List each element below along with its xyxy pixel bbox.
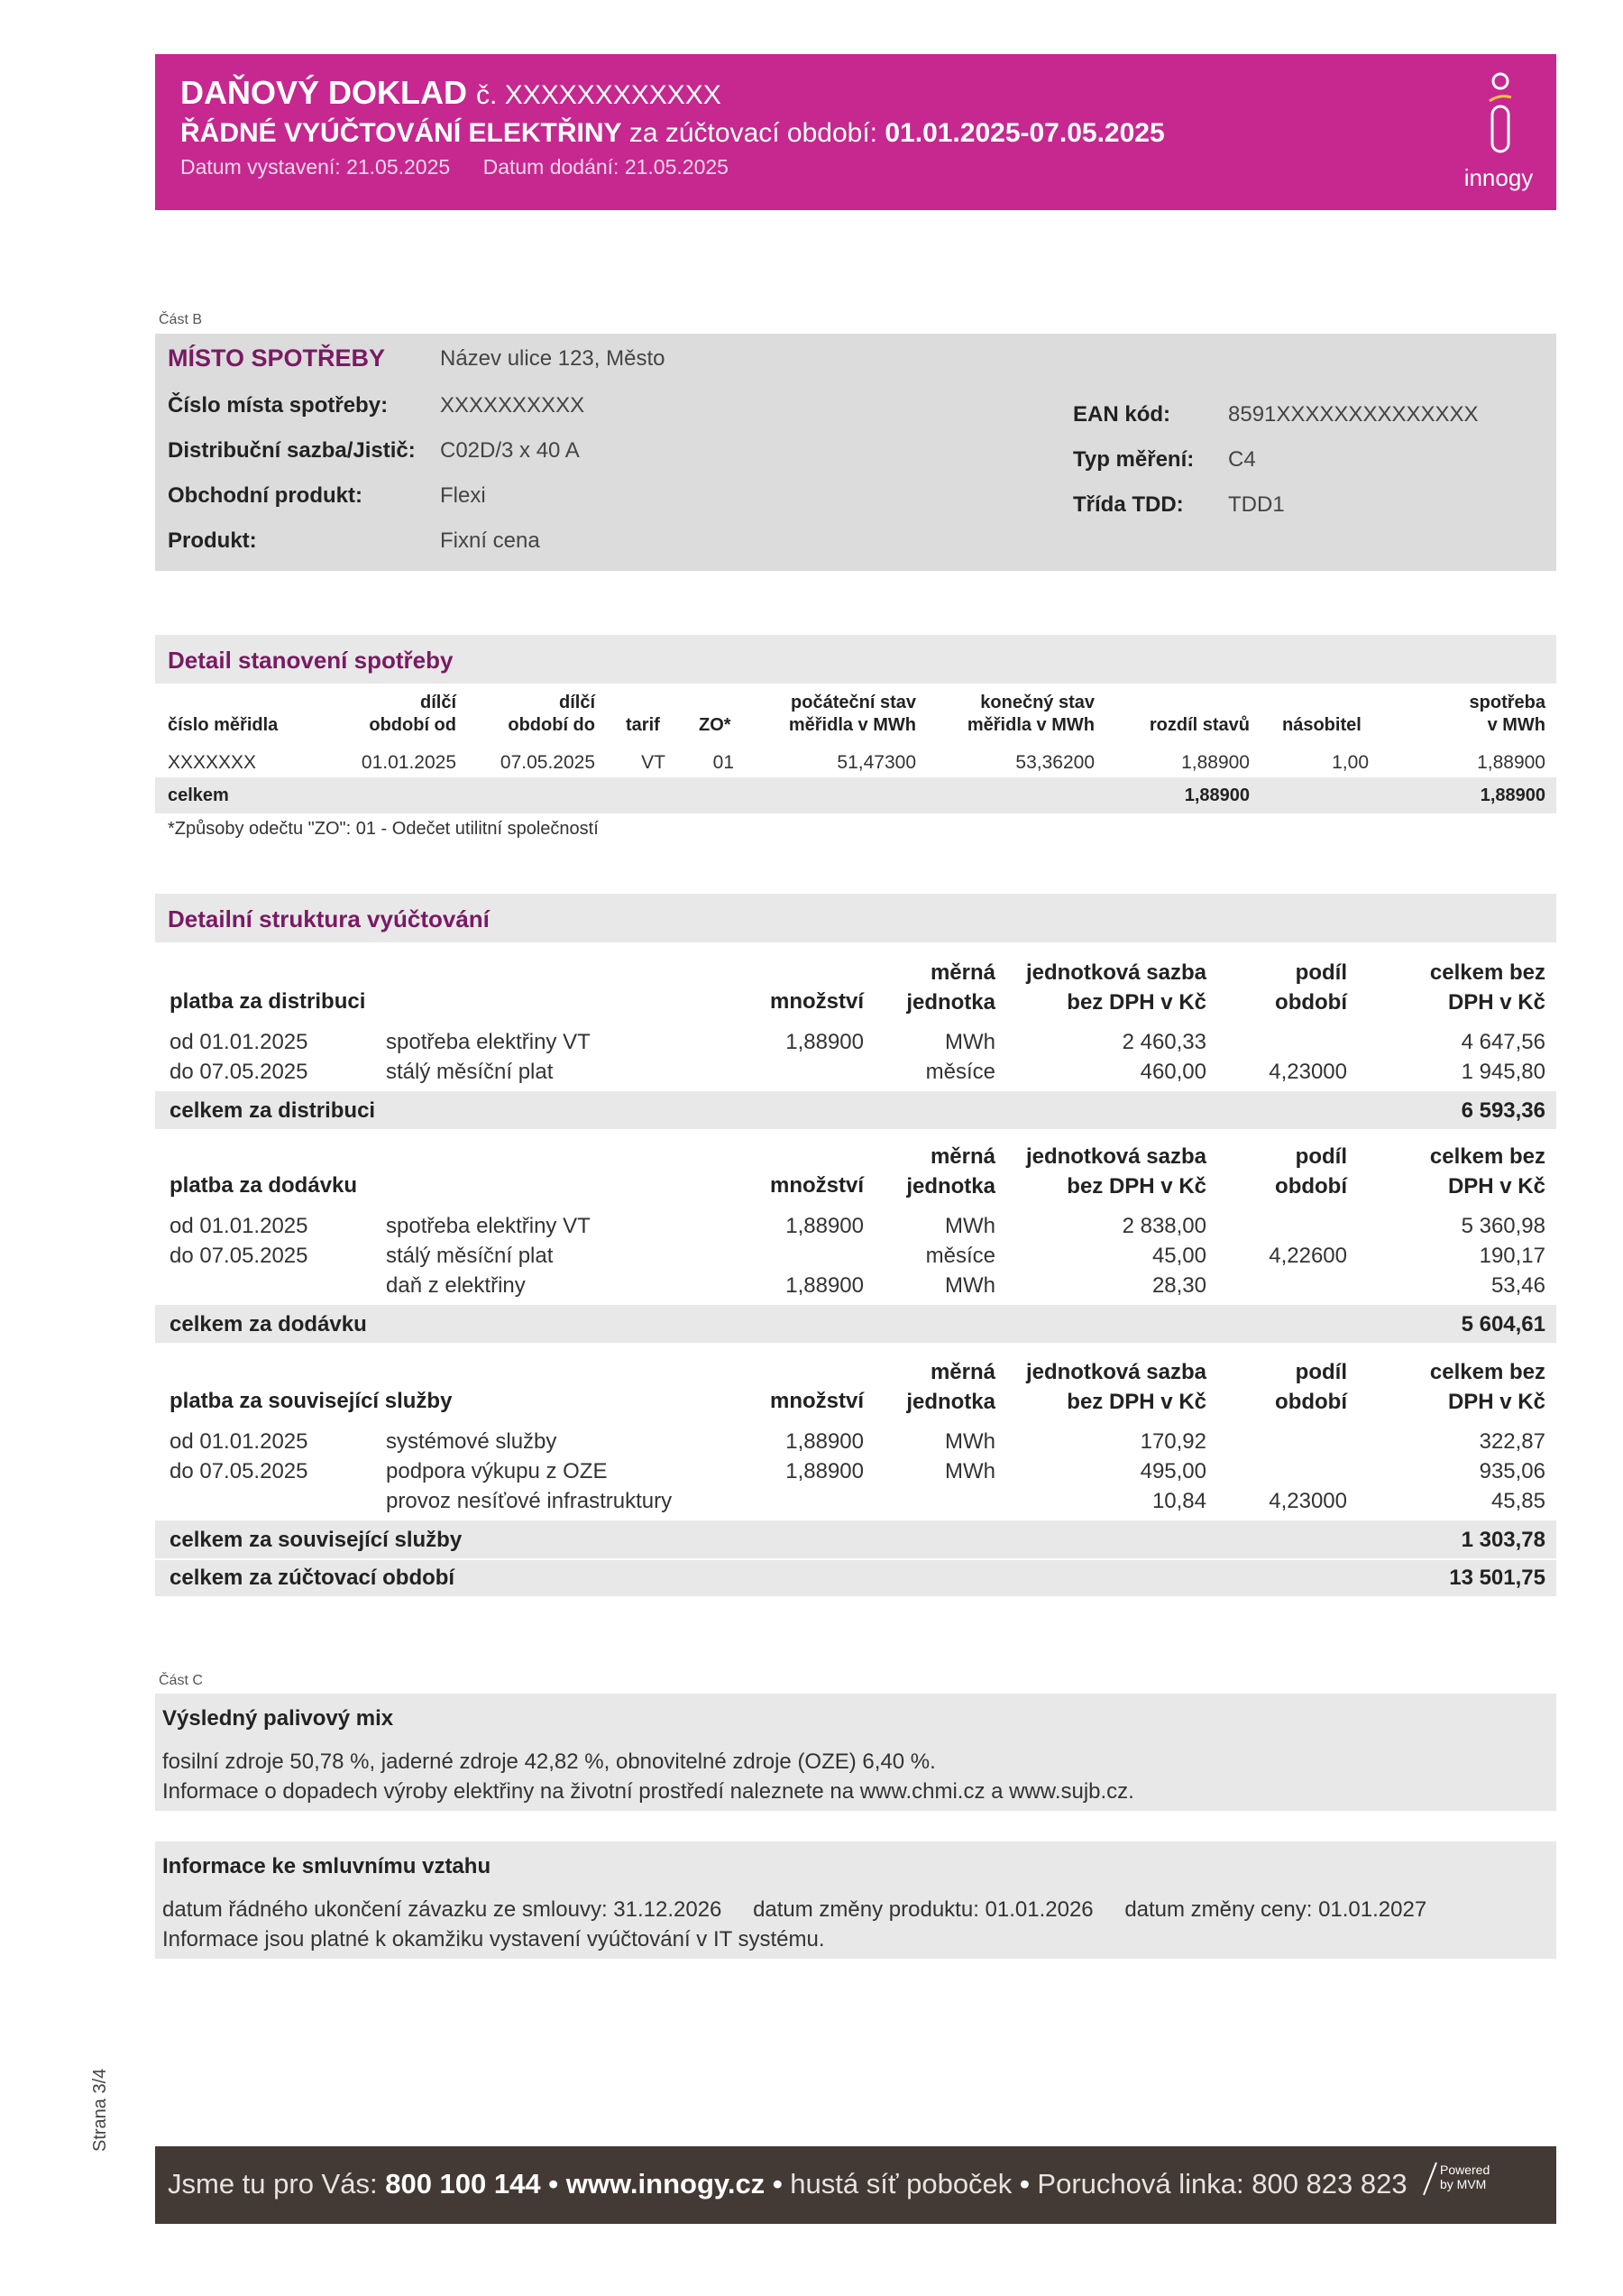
place-value: C4	[1228, 447, 1256, 472]
item: spotřeba elektřiny VT	[386, 1214, 591, 1238]
line-total: 4 647,56	[1461, 1030, 1545, 1054]
group-title: platba za distribuci	[170, 989, 366, 1014]
col-header	[1235, 1357, 1347, 1417]
col-header-line: jednotková sazba	[1025, 1144, 1206, 1169]
validity-note: Informace jsou platné k okamžiku vystavení vyúčtování v IT systému.	[162, 1927, 825, 1952]
billing-title-text: ŘÁDNÉ VYÚČTOVÁNÍ ELEKTŘINY	[180, 118, 622, 148]
col-header: množství	[769, 1389, 864, 1413]
unit: MWh	[945, 1273, 995, 1298]
col-header-line: jednotková sazba	[1025, 960, 1206, 985]
billing-structure-header	[155, 894, 1556, 942]
contract-dates	[162, 1897, 1426, 1923]
item: systémové služby	[386, 1429, 557, 1454]
consumption-place-box	[155, 334, 1556, 571]
subtotal-label: celkem za související služby	[170, 1528, 463, 1552]
col-header-line: jednotka	[906, 1174, 995, 1199]
place-value: Flexi	[440, 483, 486, 508]
billing-period: 01.01.2025-07.05.2025	[885, 118, 1165, 148]
fuel-mix-text: fosilní zdroje 50,78 %, jaderné zdroje 42,82 %, obnovitelné zdroje (OZE) 6,40 %.	[162, 1750, 936, 1774]
period: do 07.05.2025	[170, 1244, 308, 1268]
col-header-line: počáteční stav	[791, 693, 916, 712]
line-total: 5 360,98	[1461, 1214, 1545, 1238]
col-header	[1407, 692, 1545, 737]
col-header-line: celkem bez	[1429, 1360, 1545, 1384]
reading-difference: 1,88900	[1181, 752, 1250, 773]
unit: měsíce	[925, 1060, 995, 1084]
col-header: množství	[769, 1173, 864, 1198]
unit-rate: 170,92	[1140, 1429, 1206, 1454]
period-from: 01.01.2025	[361, 752, 456, 773]
end-reading: 53,36200	[1015, 752, 1095, 773]
hotline-number: 800 100 144	[385, 2168, 541, 2200]
document-header	[155, 54, 1556, 210]
innogy-logo-text: innogy	[1463, 164, 1534, 191]
col-header-line: jednotka	[906, 1390, 995, 1414]
period: do 07.05.2025	[170, 1060, 308, 1084]
col-header-line: měřidla v MWh	[967, 715, 1095, 735]
part-c-label: Část C	[159, 1673, 203, 1688]
unit: MWh	[945, 1459, 995, 1483]
line-total: 190,17	[1479, 1244, 1545, 1268]
item: daň z elektřiny	[386, 1273, 526, 1298]
doc-title-text: DAŇOVÝ DOKLAD	[180, 74, 468, 111]
total-difference: 1,88900	[1184, 785, 1250, 805]
col-header-line: dílčí	[419, 693, 456, 712]
col-header-line: období	[1275, 1390, 1347, 1414]
col-header-line: DPH v Kč	[1447, 1174, 1545, 1199]
fuel-mix-box	[155, 1694, 1556, 1811]
item: stálý měsíční plat	[386, 1244, 554, 1268]
col-header	[884, 1357, 995, 1417]
col-header-line: období	[1275, 1174, 1347, 1199]
place-key: Číslo místa spotřeby:	[168, 393, 389, 418]
consumption-total-row	[155, 777, 1556, 813]
col-header-line: bez DPH v Kč	[1067, 990, 1206, 1015]
contract-info-title: Informace ke smluvnímu vztahu	[162, 1854, 491, 1878]
multiplier: 1,00	[1332, 752, 1369, 773]
col-header	[1235, 1142, 1347, 1201]
col-header	[757, 692, 916, 737]
col-header: číslo měřidla	[168, 715, 279, 735]
footer-lead: Jsme tu pro Vás:	[168, 2168, 378, 2200]
col-header-line: jednotková sazba	[1025, 1360, 1206, 1384]
powered-text: by MVM	[1440, 2177, 1487, 2191]
price-change-date: datum změny ceny: 01.01.2027	[1124, 1897, 1427, 1922]
consumption-value: 1,88900	[1477, 752, 1545, 773]
bullet-separator: •	[1019, 2168, 1030, 2200]
start-reading: 51,47300	[837, 752, 916, 773]
page-number: Strana 3/4	[90, 2068, 110, 2152]
contract-end-date: datum řádného ukončení závazku ze smlouvy: 31.12.2026	[162, 1897, 722, 1922]
col-header-line: celkem bez	[1429, 1144, 1545, 1169]
col-header-line: bez DPH v Kč	[1067, 1174, 1206, 1199]
period: od 01.01.2025	[170, 1214, 308, 1238]
line-total: 1 945,80	[1461, 1060, 1545, 1084]
col-header-line: konečný stav	[980, 693, 1095, 712]
col-header-line: v MWh	[1487, 715, 1545, 735]
bullet-separator: •	[548, 2168, 559, 2200]
reading-method: 01	[712, 752, 734, 773]
quantity: 1,88900	[785, 1273, 864, 1298]
period-share: 4,23000	[1269, 1060, 1347, 1084]
place-key: Obchodní produkt:	[168, 483, 362, 508]
col-header: ZO*	[699, 715, 731, 735]
place-key: Třída TDD:	[1073, 492, 1184, 517]
bullet-separator: •	[772, 2168, 783, 2200]
slash-icon	[1420, 2161, 1440, 2197]
powered-by-mvm-logo	[1440, 2163, 1490, 2191]
group-title: platba za dodávku	[170, 1173, 358, 1198]
col-header: násobitel	[1282, 715, 1362, 735]
period: od 01.01.2025	[170, 1429, 308, 1454]
col-header	[884, 958, 995, 1017]
subtotal-value: 1 303,78	[1461, 1528, 1545, 1552]
group-subtotal-row	[155, 1305, 1556, 1343]
line-total: 45,85	[1490, 1489, 1545, 1513]
line-total: 53,46	[1490, 1273, 1545, 1298]
unit-rate: 2 460,33	[1122, 1030, 1206, 1054]
total-consumption: 1,88900	[1480, 785, 1545, 805]
col-header-line: celkem bez	[1429, 960, 1545, 985]
col-header	[487, 692, 595, 737]
period: od 01.01.2025	[170, 1030, 308, 1054]
col-header-line: období do	[508, 715, 595, 735]
consumption-detail-header	[155, 635, 1556, 684]
subtotal-label: celkem za distribuci	[170, 1098, 376, 1123]
col-header-line: DPH v Kč	[1447, 1390, 1545, 1414]
unit: MWh	[945, 1429, 995, 1454]
consumption-detail-title: Detail stanovení spotřeby	[168, 647, 454, 674]
col-header	[1371, 1357, 1545, 1417]
col-header-line: měrná	[930, 1360, 995, 1384]
col-header-line: měrná	[930, 960, 995, 985]
col-header-line: období od	[369, 715, 456, 735]
product-change-date: datum změny produktu: 01.01.2026	[753, 1897, 1094, 1922]
col-header	[1371, 1142, 1545, 1201]
fuel-mix-title: Výsledný palivový mix	[162, 1706, 394, 1731]
place-key: Distribuční sazba/Jistič:	[168, 438, 416, 463]
footer-contact	[168, 2168, 1408, 2200]
period-share: 4,23000	[1269, 1489, 1347, 1513]
col-header: rozdíl stavů	[1149, 715, 1250, 735]
col-header-line: DPH v Kč	[1447, 990, 1545, 1015]
col-header-line: podíl	[1295, 1144, 1347, 1169]
col-header	[1001, 1357, 1206, 1417]
place-key: EAN kód:	[1073, 402, 1170, 427]
place-value: TDD1	[1228, 492, 1285, 517]
line-total: 935,06	[1479, 1459, 1545, 1483]
document-dates	[180, 155, 729, 179]
place-value: XXXXXXXXXX	[440, 393, 585, 418]
issue-date: Datum vystavení: 21.05.2025	[180, 155, 451, 179]
unit-rate: 495,00	[1140, 1459, 1206, 1483]
quantity: 1,88900	[785, 1214, 864, 1238]
contract-info-box	[155, 1841, 1556, 1959]
col-header	[343, 692, 456, 737]
period: do 07.05.2025	[170, 1459, 308, 1483]
col-header-line: podíl	[1295, 960, 1347, 985]
group-title: platba za související služby	[170, 1389, 453, 1413]
billing-title	[180, 118, 1165, 149]
meter-number: XXXXXXX	[168, 752, 257, 773]
place-address: Název ulice 123, Město	[440, 346, 665, 371]
place-value: Fixní cena	[440, 528, 540, 553]
footer-bar	[155, 2146, 1556, 2224]
col-header: tarif	[626, 715, 660, 735]
item: spotřeba elektřiny VT	[386, 1030, 591, 1054]
part-b-label: Část B	[159, 312, 203, 327]
unit-rate: 10,84	[1151, 1489, 1206, 1513]
doc-number: č. XXXXXXXXXXXX	[476, 80, 721, 110]
subtotal-value: 5 604,61	[1461, 1312, 1545, 1336]
quantity: 1,88900	[785, 1429, 864, 1454]
col-header-line: měrná	[930, 1144, 995, 1169]
grand-total-label: celkem za zúčtovací období	[170, 1566, 455, 1590]
billing-structure-title: Detailní struktura vyúčtování	[168, 905, 490, 932]
place-key: Produkt:	[168, 528, 257, 553]
billing-period-label: za zúčtovací období:	[628, 118, 878, 148]
item: provoz nesíťové infrastruktury	[386, 1489, 673, 1513]
col-header	[884, 1142, 995, 1201]
group-subtotal-row	[155, 1091, 1556, 1129]
unit-rate: 45,00	[1151, 1244, 1206, 1268]
col-header	[1001, 958, 1206, 1017]
delivery-date: Datum dodání: 21.05.2025	[482, 155, 729, 179]
reading-method-note: *Způsoby odečtu "ZO": 01 - Odečet utilitní společností	[168, 819, 599, 839]
period-to: 07.05.2025	[500, 752, 595, 773]
col-header: množství	[769, 989, 864, 1014]
subtotal-label: celkem za dodávku	[170, 1312, 367, 1336]
unit: měsíce	[925, 1244, 995, 1268]
col-header	[1371, 958, 1545, 1017]
tariff: VT	[641, 752, 665, 773]
col-header-line: měřidla v MWh	[788, 715, 916, 735]
quantity: 1,88900	[785, 1030, 864, 1054]
group-subtotal-row	[155, 1520, 1556, 1596]
col-header	[1235, 958, 1347, 1017]
col-header-line: spotřeba	[1469, 693, 1545, 712]
unit: MWh	[945, 1214, 995, 1238]
subtotal-value: 6 593,36	[1461, 1098, 1545, 1123]
branches-text: hustá síť poboček	[790, 2168, 1013, 2200]
place-key: Typ měření:	[1073, 447, 1195, 472]
col-header	[938, 692, 1095, 737]
unit-rate: 28,30	[1151, 1273, 1206, 1298]
unit: MWh	[945, 1030, 995, 1054]
place-title: MÍSTO SPOTŘEBY	[168, 344, 386, 372]
unit-rate: 2 838,00	[1122, 1214, 1206, 1238]
col-header-line: bez DPH v Kč	[1067, 1390, 1206, 1414]
col-header-line: období	[1275, 990, 1347, 1015]
col-header-line: podíl	[1295, 1360, 1347, 1384]
col-header-line: dílčí	[558, 693, 595, 712]
environment-info-text: Informace o dopadech výroby elektřiny na životní prostředí naleznete na www.chmi.cz a www.sujb.cz.	[162, 1779, 1134, 1804]
unit-rate: 460,00	[1140, 1060, 1206, 1084]
ean-code: 8591XXXXXXXXXXXXXX	[1228, 402, 1479, 427]
col-header	[1001, 1142, 1206, 1201]
line-total: 322,87	[1479, 1429, 1545, 1454]
row-divider	[155, 1558, 1556, 1560]
item: podpora výkupu z OZE	[386, 1459, 608, 1483]
document-title	[180, 74, 721, 112]
powered-text: Powered	[1440, 2163, 1490, 2177]
total-label: celkem	[168, 785, 229, 805]
period-share: 4,22600	[1269, 1244, 1347, 1268]
place-value: C02D/3 x 40 A	[440, 438, 580, 463]
website-link[interactable]: www.innogy.cz	[565, 2168, 766, 2200]
grand-total-value: 13 501,75	[1449, 1566, 1545, 1590]
fault-line: Poruchová linka: 800 823 823	[1037, 2168, 1408, 2200]
innogy-logo-icon	[1484, 70, 1517, 161]
quantity: 1,88900	[785, 1459, 864, 1483]
col-header-line: jednotka	[906, 990, 995, 1015]
item: stálý měsíční plat	[386, 1060, 554, 1084]
